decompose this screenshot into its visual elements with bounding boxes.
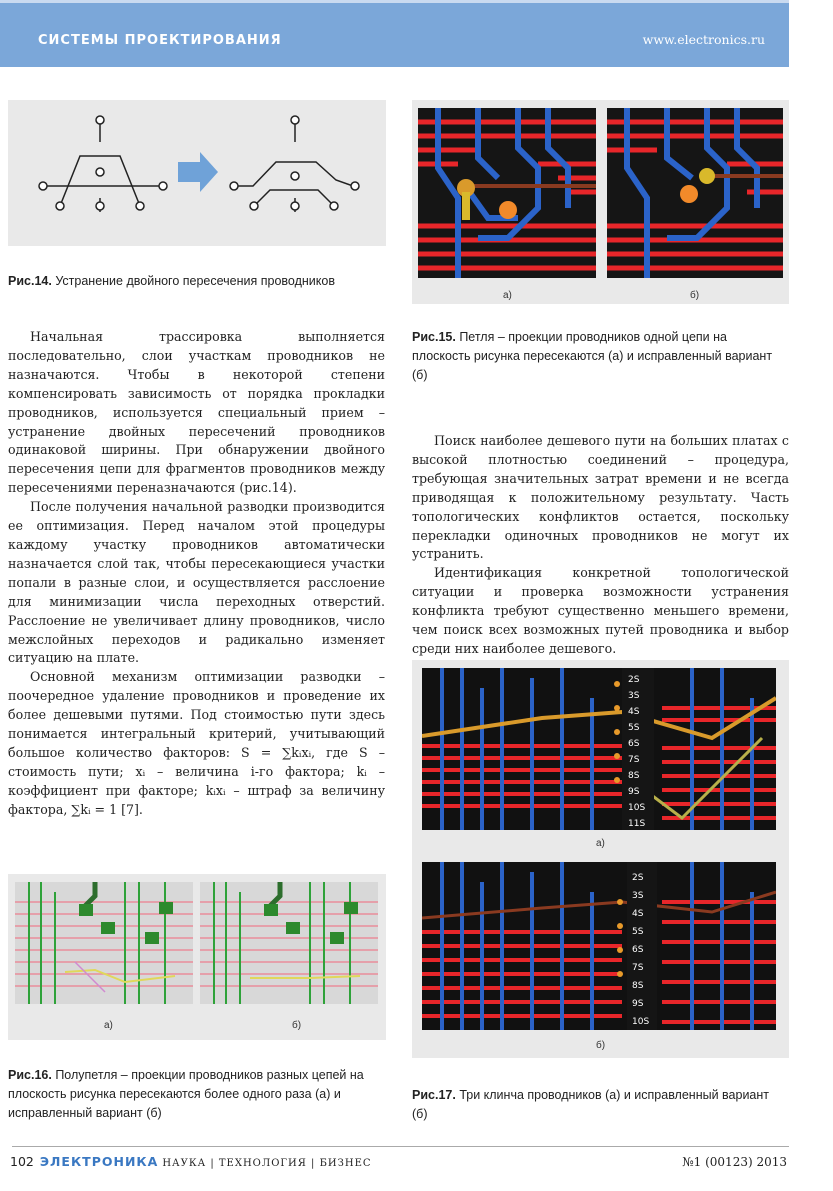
paragraph-5: Идентификация конкретной топологической ситуации и проверка возможности устранения конфликта требуют существенно меньшего времени, чем поиск всех возможных путей проводника и выбор среди них наиболее дешевого. <box>412 565 789 656</box>
pin-6s-b: 6S <box>632 945 644 955</box>
fig16-sub-b: б) <box>292 1020 302 1031</box>
fig17-caption <box>412 1086 782 1124</box>
fig14-text: Устранение двойного пересечения проводников <box>55 274 335 288</box>
fig15-text: Петля – проекции проводников одной цепи на плоскость рисунка пересекаются (а) и исправленный вариант (б) <box>412 330 773 382</box>
arrow-right-icon <box>178 152 218 192</box>
pin-7s-a: 7S <box>628 755 640 765</box>
paragraph-4: Поиск наиболее дешевого пути на больших платах с высокой плотностью соединений – процедура, требующая значительных затрат времени и не всегда приводящая к положительному результату. Часть топологических конфликтов остается, поскольку перекладки одиночных проводников не могут их устранить. <box>412 433 789 562</box>
right-column-text <box>412 432 789 659</box>
footer-left <box>10 1154 372 1169</box>
fig16-caption <box>8 1066 378 1123</box>
fig17-label: Рис.17. <box>412 1088 456 1102</box>
site-url: www.electronics.ru <box>642 32 765 47</box>
paragraph-1: Начальная трассировка выполняется последовательно, слои участкам проводников не назначаются. Чтобы в некоторой степени компенсировать зависимость от порядка прокладки проводников, используется специальный прием – устранение двойных пересечений проводников одинаковой ширины. При обнаружении двойного пересечения цепи для фрагментов проводников между пересечениями переназначаются (рис.14). <box>8 329 385 496</box>
fig14-caption <box>8 272 338 291</box>
fig16-sub-a: а) <box>104 1020 113 1031</box>
pin-9s-b: 9S <box>632 999 644 1009</box>
pin-6s-a: 6S <box>628 739 640 749</box>
paragraph-2: После получения начальной разводки производится ее оптимизация. Перед началом этой процедуры каждому участку проводников автоматически назначается слой так, чтобы пересекающиеся участки попали в разные слои, и осуществляется расслоение для минимизации числа переходных отверстий. Расслоение не увеличивает длину проводников, число межслойных переходов и радикально изменяет ситуацию на плате. <box>8 499 385 666</box>
section-title: СИСТЕМЫ ПРОЕКТИРОВАНИЯ <box>38 33 282 48</box>
fig15-sub-a: а) <box>503 290 512 301</box>
fig15-sub-b: б) <box>690 290 700 301</box>
journal-tagline: НАУКА | ТЕХНОЛОГИЯ | БИЗНЕС <box>162 1158 372 1169</box>
pin-11s-a: 11S <box>628 819 646 829</box>
pin-2s-b: 2S <box>632 873 644 883</box>
fig17-a-image <box>422 668 776 830</box>
issue-number: №1 (00123) 2013 <box>682 1155 787 1169</box>
footer-divider <box>12 1146 789 1147</box>
pin-5s-a: 5S <box>628 723 640 733</box>
pin-3s-b: 3S <box>632 891 644 901</box>
page-number: 102 <box>10 1154 34 1169</box>
fig15-b-image <box>607 108 783 278</box>
pin-3s-a: 3S <box>628 691 640 701</box>
fig17-text: Три клинча проводников (а) и исправленный вариант (б) <box>412 1088 770 1121</box>
fig16-a-image <box>15 882 193 1004</box>
pin-2s-a: 2S <box>628 675 640 685</box>
fig14-label: Рис.14. <box>8 274 52 288</box>
fig17-sub-b: б) <box>596 1040 606 1051</box>
left-column-text <box>8 328 385 820</box>
pin-5s-b: 5S <box>632 927 644 937</box>
page-header <box>0 0 789 67</box>
pin-10s-b: 10S <box>632 1017 650 1027</box>
fig17-sub-a: а) <box>596 838 605 849</box>
pin-4s-b: 4S <box>632 909 644 919</box>
fig15-a-image <box>418 108 596 278</box>
fig15-caption <box>412 328 782 385</box>
journal-brand: ЭЛЕКТРОНИКА <box>39 1154 159 1169</box>
fig16-b-image <box>200 882 378 1004</box>
paragraph-3: Основной механизм оптимизации разводки – поочередное удаление проводников и проведение их более дешевыми путями. Под стоимостью пути здесь понимается интегральный критерий, учитывающий большое количество факторов: S = ∑kᵢxᵢ, где S – стоимость пути; xᵢ – величина i-го фактора; kᵢ – коэффициент при факторе; kᵢxᵢ – штраф за величину фактора, ∑kᵢ = 1 [7]. <box>8 669 385 817</box>
pin-10s-a: 10S <box>628 803 646 813</box>
fig15-label: Рис.15. <box>412 330 456 344</box>
pin-8s-b: 8S <box>632 981 644 991</box>
pin-4s-a: 4S <box>628 707 640 717</box>
fig16-text: Полупетля – проекции проводников разных цепей на плоскость рисунка пересекаются более одного раза (а) и исправленный вариант (б) <box>8 1068 364 1120</box>
pin-8s-a: 8S <box>628 771 640 781</box>
fig14-diagram <box>8 100 386 246</box>
fig16-label: Рис.16. <box>8 1068 52 1082</box>
fig17-b-image <box>422 862 776 1030</box>
pin-9s-a: 9S <box>628 787 640 797</box>
figure-14 <box>8 100 386 246</box>
pin-7s-b: 7S <box>632 963 644 973</box>
